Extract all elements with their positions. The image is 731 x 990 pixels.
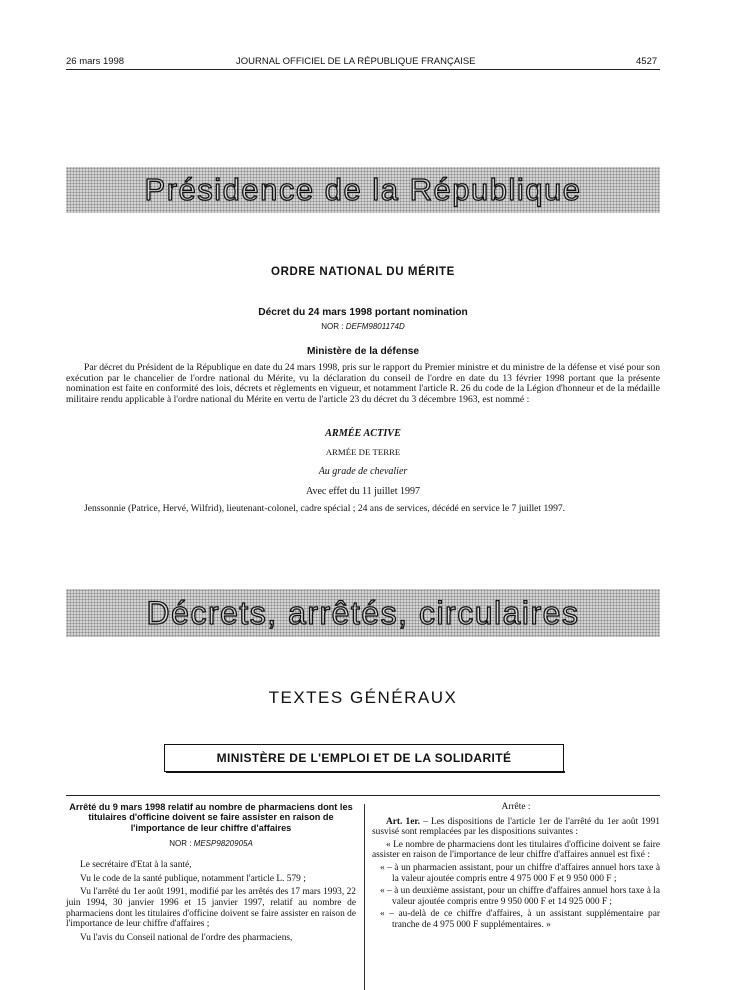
ministry-box-shadow [166,771,565,773]
banner-presidence [66,167,660,213]
order-heading: ORDRE NATIONAL DU MÉRITE [271,266,455,278]
quote-4: « – au-delà de ce chiffre d'affaires, à un assistant supplémentaire par tranche de 4 975 000 F supplémentaires. » [380,909,660,930]
left-p1: Le secrétaire d'Etat à la santé, [80,860,192,871]
header-date: 26 mars 1998 [66,56,125,67]
decree-paragraph [66,363,660,405]
article-1-text: – Les dispositions de l'article 1er de l'arrêté du 1er août 1991 susvisé sont remplacées par les dispositions suivantes : [372,816,660,838]
left-p2: Vu le code de la santé publique, notamment l'article L. 579 ; [80,873,306,884]
quote-2: « – à un pharmacien assistant, pour un chiffre d'affaires annuel hors taxe à la valeur ajoutée compris entre 4 975 000 F et 9 950 000 F ; [380,862,660,884]
army-active: ARMÉE ACTIVE [325,428,401,439]
left-column-body [66,860,356,943]
grade: Au grade de chevalier [318,466,408,477]
header-rule [66,69,660,70]
left-p4: Vu l'avis du Conseil national de l'ordre des pharmaciens, [80,932,293,943]
banner-decrets-title: Décrets, arrêtés, circulaires [146,594,580,631]
column-divider [364,804,365,990]
left-column [66,802,356,943]
textes-generaux-heading: TEXTES GÉNÉRAUX [268,688,458,707]
decree-paragraph-text: Par décret du Président de la République en date du 24 mars 1998, pris sur le rapport du Premier ministre et du ministre de la défense et visé pour son exécution par le chancelier de l'ordre national du Mérite, vu la déclaration du conseil de l'ordre en date du 13 février 1998 portant que la présente nomination est faite en conformité des lois, décrets et règlements en vigueur, et notamment l'article R. 26 du code de la Légion d'honneur et de la médaille militaire rendu applicable à l'ordre national du Mérite en vertu de l'article 23 du décret du 3 décembre 1963, est nommé : [66,362,660,405]
left-p3: Vu l'arrêté du 1er août 1991, modifié par les arrêtés des 17 mars 1993, 22 juin 1994, 30 janvier 1996 et 15 janvier 1997, relatif au nombre de pharmaciens dont les titulaires d'officine doivent se faire assister en raison de l'importance de leur chiffre d'affaires ; [66,887,356,930]
nor-label-2: NOR : [169,839,192,849]
nor-code-2: MESP9820905A [193,839,253,849]
header-journal-title: JOURNAL OFFICIEL DE LA RÉPUBLIQUE FRANÇAISE [236,56,476,67]
article-1-label: Art. 1er. [386,816,421,827]
columns-top-rule [66,795,660,796]
nominee-text: Jenssonnie (Patrice, Hervé, Wilfrid), lieutenant-colonel, cadre spécial ; 24 ans de services, décédé en service le 7 juillet 1997. [84,503,566,514]
ministry-box [164,744,564,772]
army-branch: ARMÉE DE TERRE [325,447,401,457]
banner-decrets [66,589,660,637]
right-column [372,802,660,931]
quote-3: « – à un deuxième assistant, pour un chiffre d'affaires annuel hors taxe à la valeur ajoutée compris entre 9 950 000 F et 14 925 000 F ; [380,886,660,907]
effect-date: Avec effet du 11 juillet 1997 [306,486,420,497]
header-page-number: 4527 [636,56,658,67]
nor-code: DEFM9801174D [345,322,405,331]
nominee [66,504,660,515]
article-1 [372,817,660,838]
ministry-box-label: MINISTÈRE DE L'EMPLOI ET DE LA SOLIDARITÉ [216,751,512,765]
nor-line-1 [66,322,660,331]
arrete-title: Arrêté du 9 mars 1998 relatif au nombre de pharmaciens dont les titulaires d'officine doivent se faire assister en raison de l'importance de leur chiffre d'affaires [69,802,353,833]
quote-1: « Le nombre de pharmaciens dont les titulaires d'officine doivent se faire assister en raison de l'importance de leur chiffre d'affaires annuel est fixé : [372,839,660,861]
nor-line-2 [66,839,356,848]
arrete-word: Arrête : [501,802,531,812]
ministry-defense: Ministère de la défense [306,346,420,357]
decree-title: Décret du 24 mars 1998 portant nomination [258,307,468,318]
banner-presidence-title: Présidence de la République [144,172,582,207]
nor-label: NOR : [321,322,344,331]
